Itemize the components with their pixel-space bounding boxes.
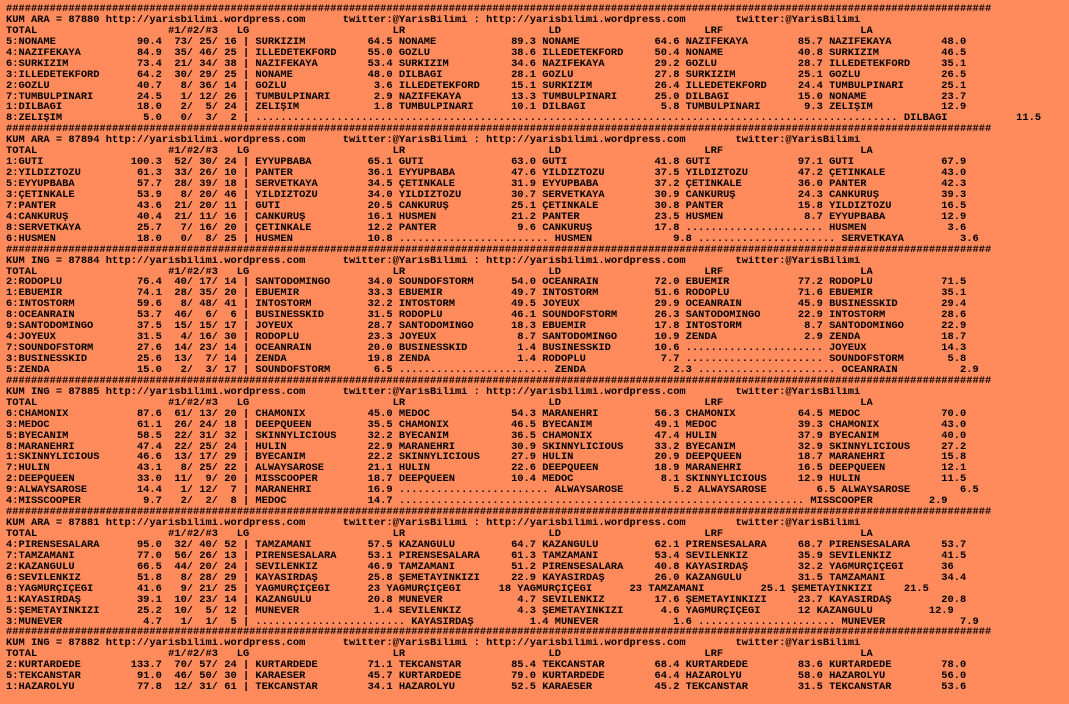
separator-line: ############################################################################################################################################################## bbox=[6, 4, 992, 15]
horse-row: 5:ŞEMETAYINKIZI 25.2 10/ 5/ 12 | MÜNEVER 1.4 SEVİLENKIZ 4.3 ŞEMETAYINKIZI 4.6 YAĞMURÇİÇEĞİ 12 KAZANGÜLÜ 12.9 bbox=[6, 605, 954, 617]
horse-row: 2:YILDIZTOZU 61.3 33/ 26/ 10 | PANTER 36.1 EYYUPBABA 47.6 YILDIZTOZU 37.5 YILDIZTOZU 47.2 ÇETİNKALE 43.0 bbox=[6, 168, 967, 179]
horse-row: 7:TUMBULPINARI 24.5 1/ 12/ 26 | TUMBULPINARI 2.9 NAZIFEKAYA 13.3 TUMBULPINARI 25.0 DILBAĞI 15.0 NONAME 23.7 bbox=[6, 91, 967, 103]
horse-row: 8:ZELIŞIM 5.0 0/ 3/ 2 | ....................................................................................................... DILBAĞI 11.5 bbox=[6, 113, 1042, 125]
horse-row: 2:DEEPQUEEN 33.0 11/ 9/ 20 | MISSCOOPER 18.7 DEEPQUEEN 10.4 MEDOC 8.1 SKINNYLICIOUS 12.9 HULIN 11.5 bbox=[6, 474, 967, 486]
column-header-line: TOTAL #1/#2/#3 LG LR LD LRF LA bbox=[6, 25, 873, 37]
horse-row: 2:GÖZLÜ 40.7 8/ 36/ 14 | GÖZLÜ 3.6 İLLEDETEKFORD 15.1 SÜRKIZIM 26.4 İLLEDETEKFORD 24.4 TUMBULPINARI 25.1 bbox=[6, 80, 967, 92]
horse-row: 1:KAYASIRDAŞ 39.1 10/ 23/ 14 | KAZANGÜLÜ 20.8 MÜNEVER 4.7 SEVİLENKIZ 17.6 ŞEMETAYINKIZI 23.7 KAYASIRDAŞ 20.8 bbox=[6, 594, 967, 606]
horse-row: 7:PANTER 43.6 21/ 20/ 11 | GUTİ 20.5 CANKURUŞ 25.1 ÇETİNKALE 30.8 PANTER 15.8 YILDIZTOZU 16.5 bbox=[6, 200, 967, 212]
race-header-line: KUM ING = 87882 http://yarisbilimi.wordpress.com twitter:@YarisBilimi : http://yarisbilimi.wordpress.com twitter:@YarisBilimi bbox=[6, 638, 861, 650]
horse-row: 6:SÜRKIZIM 73.4 21/ 34/ 38 | NAZIFEKAYA 53.4 SÜRKIZIM 34.6 NAZIFEKAYA 29.2 GÖZLÜ 28.7 İLLEDETEKFORD 35.1 bbox=[6, 58, 967, 70]
horse-row: 2:KAZANGÜLÜ 66.5 44/ 20/ 24 | SEVİLENKIZ 46.9 TAMZAMANI 51.2 PİRENSESALARA 40.8 KAYASIRDAŞ 32.2 YAĞMURÇİÇEĞİ 36 bbox=[6, 561, 954, 573]
horse-row: 3:MÜNEVER 4.7 1/ 1/ 5 | ........................ KAYASIRDAŞ 1.4 MÜNEVER 1.6 ...................... MÜNEVER 7.9 bbox=[6, 616, 979, 628]
column-header-line: TOTAL #1/#2/#3 LG LR LD LRF LA bbox=[6, 529, 873, 540]
horse-row: 8:SERVETKAYA 25.7 7/ 16/ 20 | ÇETİNKALE 12.2 PANTER 9.6 CANKURUŞ 17.8 ...................... HÜSMEN 3.6 bbox=[6, 222, 967, 234]
horse-row: 5:TEKCANSTAR 91.0 46/ 50/ 30 | KARAESER 45.7 KURTARDEDE 79.0 KURTARDEDE 64.4 HAZAROLYU 58.0 HAZAROLYU 56.0 bbox=[6, 671, 967, 683]
horse-row: 8:MARANEHRİ 47.4 22/ 25/ 24 | HULIN 22.9 MARANEHRİ 30.9 SKINNYLICIOUS 33.2 BYECANIM 32.9 SKINNYLICIOUS 27.2 bbox=[6, 441, 967, 453]
horse-row: 1:EBUEMİR 74.1 28/ 35/ 20 | EBUEMİR 33.3 EBUEMİR 49.7 INTOSTORM 51.6 RODOPLU 71.6 EBUEMİR 35.1 bbox=[6, 288, 967, 300]
horse-row: 3:BUSINESSKID 25.6 13/ 7/ 14 | ZENDA 19.8 ZENDA 1.4 RODOPLU 7.7 ...................... SOUNDOFSTORM 5.8 bbox=[6, 354, 967, 365]
horse-row: 5:BYECANIM 58.5 22/ 31/ 32 | SKINNYLICIOUS 32.2 BYECANIM 36.5 CHAMONIX 47.4 HULIN 37.9 BYECANIM 40.0 bbox=[6, 430, 967, 442]
separator-line: ############################################################################################################################################################## bbox=[6, 627, 992, 639]
separator-line: ############################################################################################################################################################## bbox=[6, 244, 992, 256]
race-header-line: KUM ING = 87884 http://yarisbilimi.wordpress.com twitter:@YarisBilimi : http://yarisbilimi.wordpress.com twitter:@YarisBilimi bbox=[6, 255, 861, 267]
separator-line: ############################################################################################################################################################## bbox=[6, 124, 992, 136]
horse-row: 5:ZENDA 15.0 2/ 3/ 17 | SOUNDOFSTORM 6.5 ........................ ZENDA 2.3 ...................... OCEANRAIN 2.9 bbox=[6, 364, 979, 376]
horse-row: 4:CANKURUŞ 40.4 21/ 11/ 16 | CANKURUŞ 16.1 HÜSMEN 21.2 PANTER 23.5 HÜSMEN 8.7 EYYUPBABA 12.9 bbox=[6, 211, 967, 223]
horse-row: 3:MEDOC 61.1 26/ 24/ 18 | DEEPQUEEN 35.5 CHAMONIX 46.5 BYECANIM 49.1 MEDOC 39.3 CHAMONIX 43.0 bbox=[6, 419, 967, 431]
horse-row: 7:HULIN 43.1 8/ 25/ 22 | ALWAYSAROSE 21.1 HULIN 22.6 DEEPQUEEN 18.9 MARANEHRİ 16.5 DEEPQUEEN 12.1 bbox=[6, 463, 967, 475]
horse-row: 4:NAZIFEKAYA 84.9 35/ 46/ 25 | İLLEDETEKFORD 55.0 GÖZLÜ 38.6 İLLEDETEKFORD 50.4 NONAME 40.8 SÜRKIZIM 46.5 bbox=[6, 47, 967, 59]
horse-row: 4:MISSCOOPER 9.7 2/ 2/ 8 | MEDOC 14.7 ................................................................. MISSCOOPER 2.9 bbox=[6, 496, 948, 508]
horse-row: 6:INTOSTORM 59.6 8/ 48/ 41 | INTOSTORM 32.2 INTOSTORM 49.5 JOYEUX 29.9 OCEANRAIN 45.9 BUSINESSKID 29.4 bbox=[6, 299, 967, 311]
race-header-line: KUM ARA = 87881 http://yarisbilimi.wordpress.com twitter:@YarisBilimi : http://yarisbilimi.wordpress.com twitter:@YarisBilimi bbox=[6, 518, 861, 529]
race-header-line: KUM ARA = 87894 http://yarisbilimi.wordpress.com twitter:@YarisBilimi : http://yarisbilimi.wordpress.com twitter:@YarisBilimi bbox=[6, 135, 861, 147]
column-header-line: TOTAL #1/#2/#3 LG LR LD LRF LA bbox=[6, 266, 873, 278]
horse-row: 7:SOUNDOFSTORM 27.6 14/ 23/ 14 | OCEANRAIN 20.0 BUSINESSKID 1.4 BUSINESSKID 10.6 ...................... JOYEUX 14.3 bbox=[6, 343, 967, 354]
horse-row: 5:EYYUPBABA 57.7 28/ 39/ 18 | SERVETKAYA 34.5 ÇETİNKALE 31.9 EYYUPBABA 37.2 ÇETİNKALE 36.0 PANTER 42.3 bbox=[6, 179, 967, 190]
horse-row: 3:İLLEDETEKFORD 64.2 30/ 29/ 25 | NONAME 48.0 DILBAĞI 28.1 GÖZLÜ 27.8 SÜRKIZIM 25.1 GÖZLÜ 26.5 bbox=[6, 69, 967, 81]
column-header-line: TOTAL #1/#2/#3 LG LR LD LRF LA bbox=[6, 649, 873, 661]
horse-row: 8:OCEANRAIN 53.7 46/ 6/ 6 | BUSINESSKID 31.5 RODOPLU 46.1 SOUNDOFSTORM 26.3 SANTODOMINGO 22.9 INTOSTORM 28.6 bbox=[6, 310, 967, 322]
horse-row: 5:NONAME 90.4 73/ 25/ 16 | SÜRKIZIM 64.5 NONAME 89.3 NONAME 64.6 NAZIFEKAYA 85.7 NAZIFEKAYA 48.0 bbox=[6, 36, 967, 48]
race-header-line: KUM ARA = 87880 http://yarisbilimi.wordpress.com twitter:@YarisBilimi : http://yarisbilimi.wordpress.com twitter:@YarisBilimi bbox=[6, 14, 861, 26]
horse-row: 1:GUTİ 100.3 52/ 30/ 24 | EYYUPBABA 65.1 GUTİ 63.0 GUTİ 41.8 GUTİ 97.1 GUTİ 67.9 bbox=[6, 157, 967, 169]
horse-row: 1:SKINNYLICIOUS 46.6 13/ 17/ 29 | BYECANIM 22.2 SKINNYLICIOUS 27.9 HULIN 20.9 DEEPQUEEN 18.7 MARANEHRİ 15.8 bbox=[6, 452, 967, 464]
horse-row: 3:ÇETİNKALE 53.9 8/ 20/ 46 | YILDIZTOZU 34.0 YILDIZTOZU 30.7 SERVETKAYA 30.9 CANKURUŞ 24.3 CANKURUŞ 39.3 bbox=[6, 189, 967, 201]
horse-row: 9:ALWAYSAROSE 14.4 1/ 12/ 7 | MARANEHRİ 16.9 ........................ ALWAYSAROSE 5.2 ALWAYSAROSE 6.5 ALWAYSAROSE 6.5 bbox=[6, 485, 979, 497]
separator-line: ############################################################################################################################################################## bbox=[6, 375, 992, 387]
column-header-line: TOTAL #1/#2/#3 LG LR LD LRF LA bbox=[6, 146, 873, 158]
horse-row: 2:KURTARDEDE 133.7 70/ 57/ 24 | KURTARDEDE 71.1 TEKCANSTAR 85.4 TEKCANSTAR 68.4 KURTARDEDE 83.6 KURTARDEDE 78.0 bbox=[6, 660, 967, 672]
horse-row: 2:RODOPLU 76.4 40/ 17/ 14 | SANTODOMINGO 34.0 SOUNDOFSTORM 54.0 OCEANRAIN 72.0 EBUEMİR 77.2 RODOPLU 71.5 bbox=[6, 277, 967, 289]
horse-row: 9:SANTODOMINGO 37.5 15/ 15/ 17 | JOYEUX 28.7 SANTODOMINGO 18.3 EBUEMİR 17.8 INTOSTORM 8.7 SANTODOMINGO 22.9 bbox=[6, 321, 967, 333]
horse-row: 4:JOYEUX 31.5 4/ 16/ 30 | RODOPLU 23.3 JOYEUX 8.7 SANTODOMINGO 10.9 ZENDA 2.9 ZENDA 18.7 bbox=[6, 332, 967, 344]
horse-row: 7:TAMZAMANI 77.0 56/ 26/ 13 | PİRENSESALARA 53.1 PİRENSESALARA 61.3 TAMZAMANI 53.4 SEVİLENKIZ 35.9 SEVİLENKIZ 41.5 bbox=[6, 550, 967, 562]
horse-row: 1:DILBAĞI 18.0 2/ 5/ 24 | ZELIŞIM 1.8 TUMBULPINARI 10.1 DILBAĞI 5.8 TUMBULPINARI 9.3 ZELIŞIM 12.9 bbox=[6, 102, 967, 114]
horse-row: 1:HAZAROLYU 77.8 12/ 31/ 61 | TEKCANSTAR 34.1 HAZAROLYU 52.5 KARAESER 45.2 TEKCANSTAR 31.5 TEKCANSTAR 53.6 bbox=[6, 682, 967, 694]
column-header-line: TOTAL #1/#2/#3 LG LR LD LRF LA bbox=[6, 397, 873, 409]
horse-row: 8:YAĞMURÇİÇEĞİ 41.6 9/ 21/ 25 | YAĞMURÇİÇEĞİ 23 YAĞMURÇİÇEĞİ 18 YAĞMURÇİÇEĞİ 23 TAMZAMANI 25.1 ŞEMETAYINKIZI 21.5 bbox=[6, 583, 929, 595]
horse-row: 6:SEVİLENKIZ 51.8 8/ 28/ 29 | KAYASIRDAŞ 25.8 ŞEMETAYINKIZI 22.9 KAYASIRDAŞ 26.0 KAZANGÜLÜ 31.5 TAMZAMANI 34.4 bbox=[6, 572, 967, 584]
separator-line: ############################################################################################################################################################## bbox=[6, 507, 992, 519]
horse-row: 6:CHAMONIX 87.6 61/ 13/ 20 | CHAMONIX 45.0 MEDOC 54.3 MARANEHRİ 56.3 CHAMONIX 64.5 MEDOC 70.0 bbox=[6, 408, 967, 420]
horse-row: 6:HÜSMEN 18.0 0/ 8/ 25 | HÜSMEN 10.8 ........................ HÜSMEN 9.8 ...................... SERVETKAYA 3.6 bbox=[6, 233, 979, 245]
race-header-line: KUM ING = 87885 http://yarisbilimi.wordpress.com twitter:@YarisBilimi : http://yarisbilimi.wordpress.com twitter:@YarisBilimi bbox=[6, 386, 861, 398]
horse-row: 4:PİRENSESALARA 95.0 32/ 40/ 52 | TAMZAMANI 57.5 KAZANGÜLÜ 64.7 KAZANGÜLÜ 62.1 PİRENSESALARA 68.7 PİRENSESALARA 53.7 bbox=[6, 539, 967, 551]
